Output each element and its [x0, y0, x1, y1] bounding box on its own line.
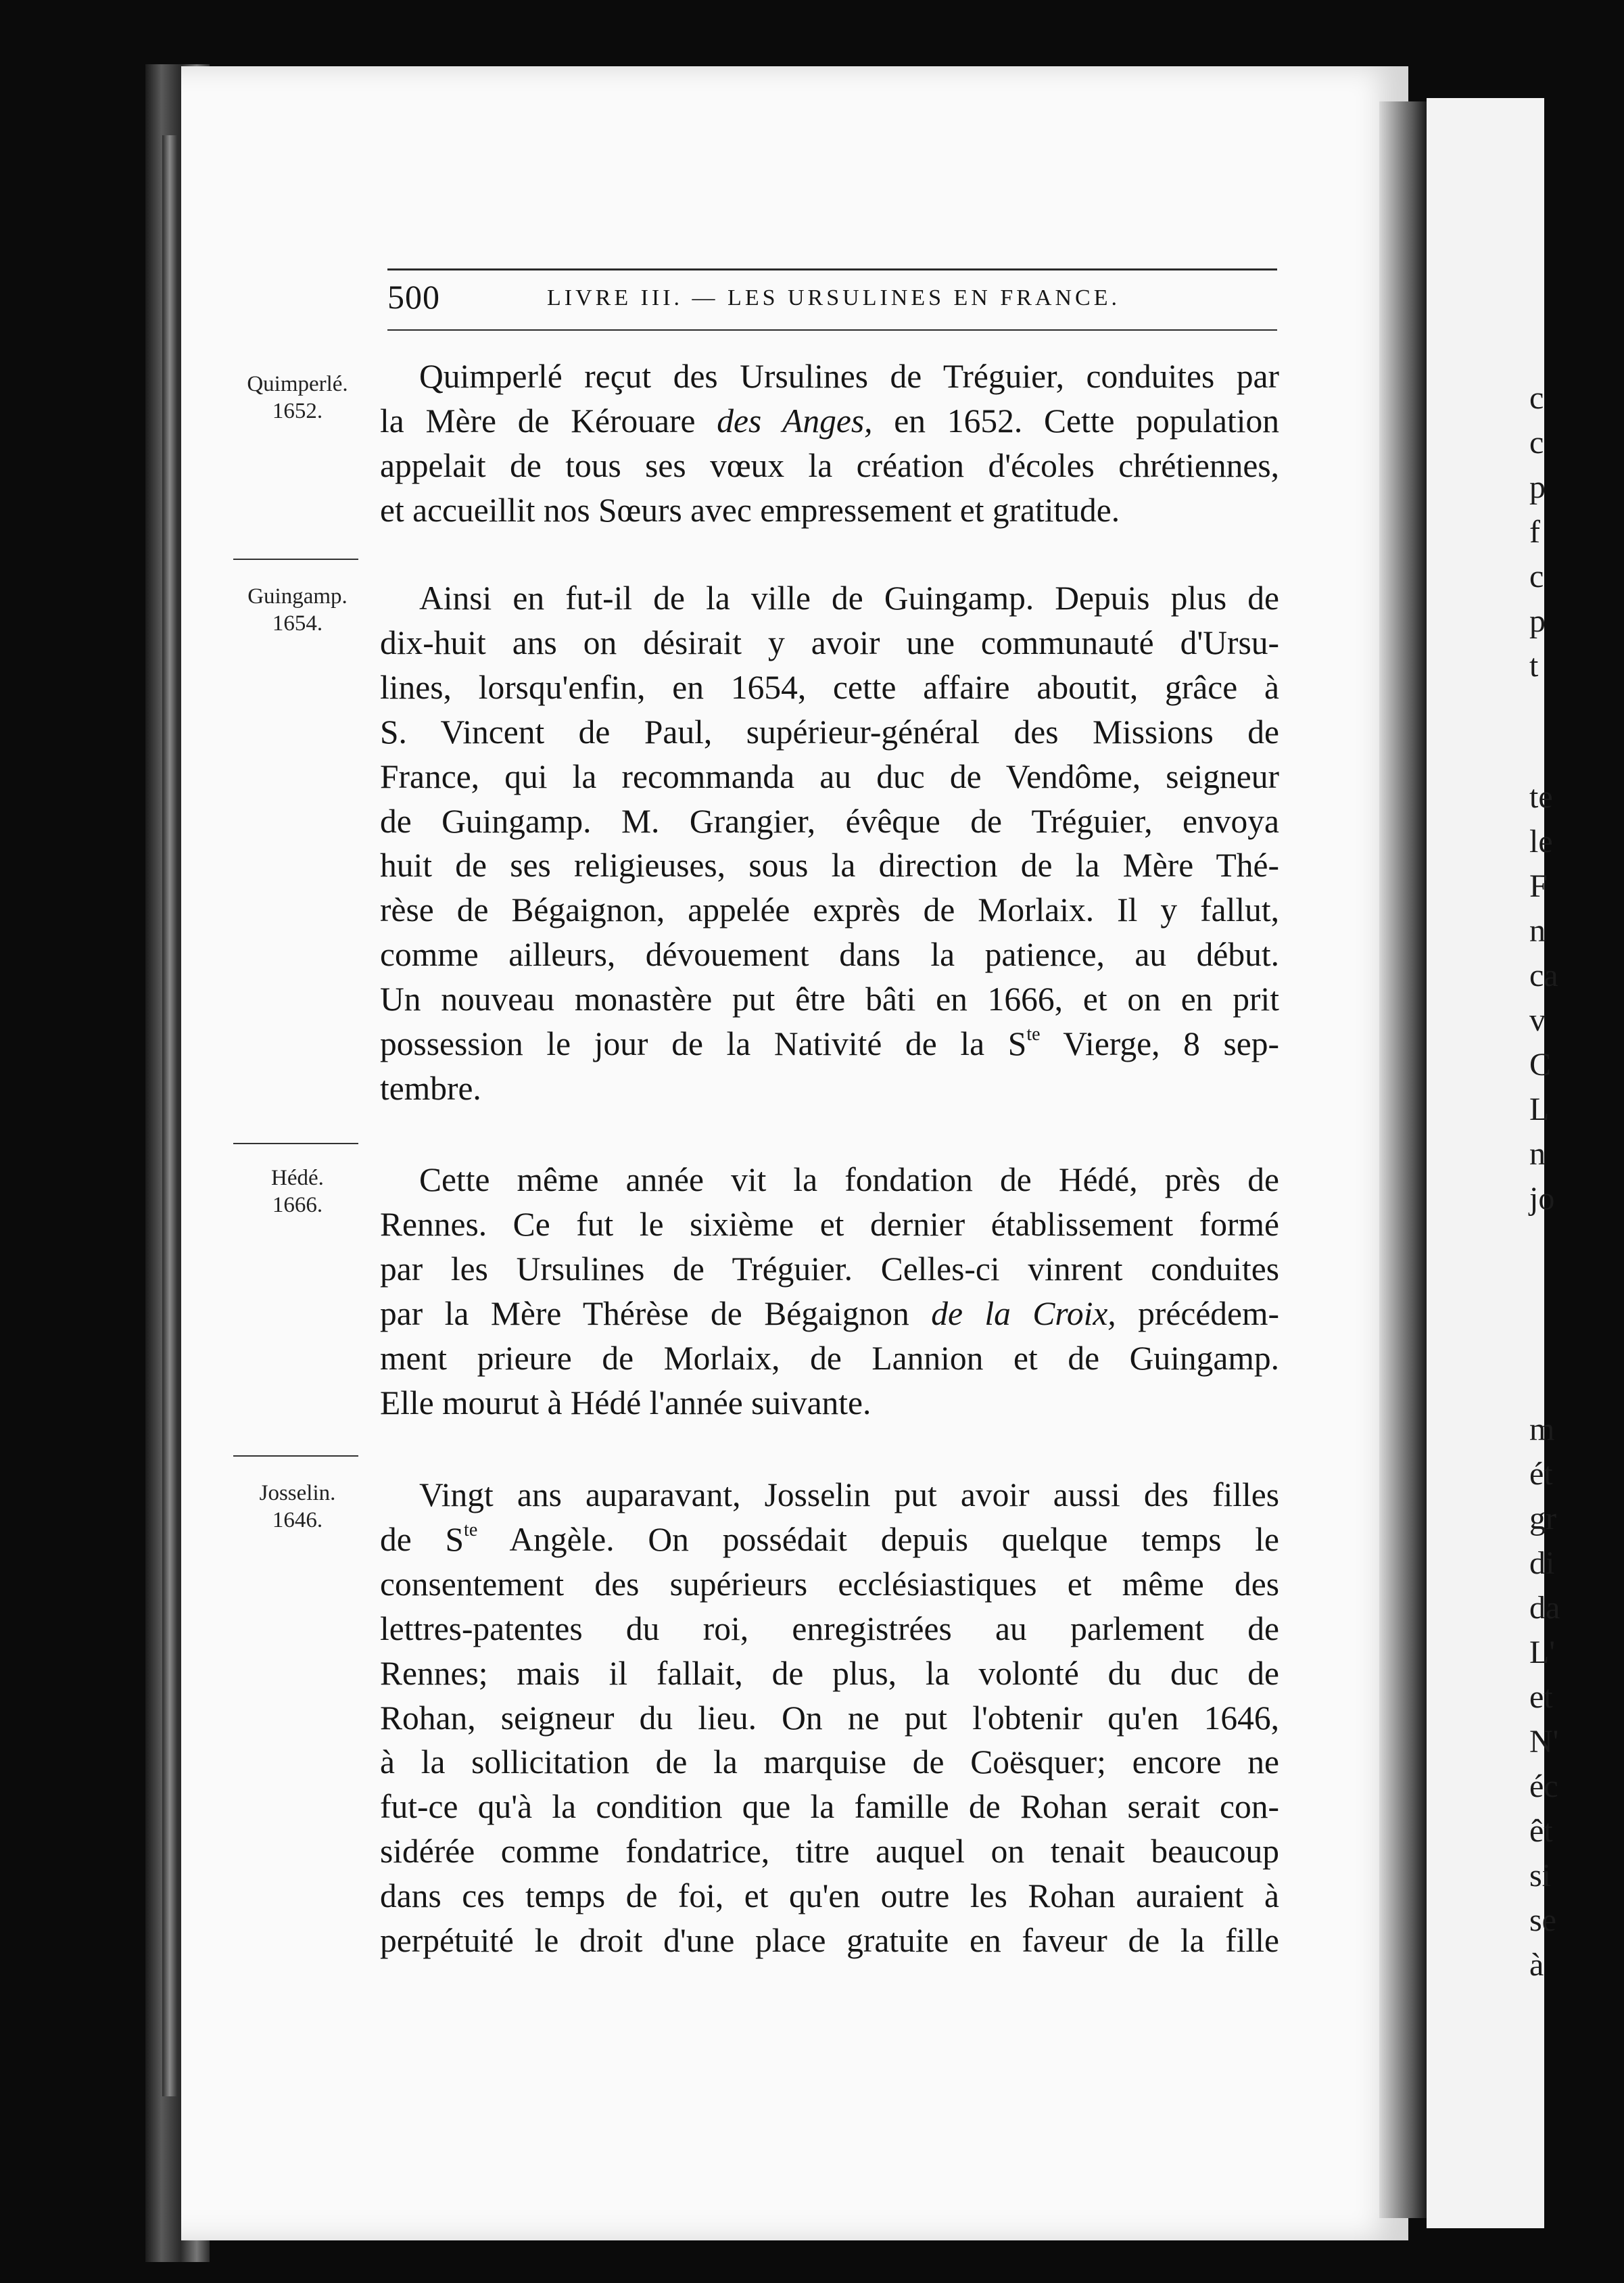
text-line: comme ailleurs, dévouement dans la patience, au début. — [380, 936, 1279, 974]
facing-page-letter: L' — [1529, 1634, 1555, 1670]
margin-note-hede — [220, 1164, 375, 1219]
text-line: consentement des supérieurs ecclésiastiques et même des — [380, 1565, 1279, 1603]
margin-rule — [233, 559, 358, 560]
margin-note-josselin — [220, 1480, 375, 1534]
facing-page-letter: c — [1529, 559, 1544, 594]
text-line: S. Vincent de Paul, supérieur-général des Missions de — [380, 713, 1279, 751]
facing-page-letter: C — [1529, 1047, 1552, 1083]
facing-page-letter: di — [1529, 1545, 1555, 1581]
text-line: à la sollicitation de la marquise de Coësquer; encore ne — [380, 1743, 1279, 1781]
text-line: par la Mère Thérèse de Bégaignon de la Croix, précédem- — [380, 1294, 1280, 1332]
facing-page-letter: ca — [1529, 958, 1558, 993]
running-head: LIVRE III. — LES URSULINES EN FRANCE. — [547, 285, 1120, 310]
margin-note-quimperle — [220, 371, 375, 425]
text-line: Vingt ans auparavant, Josselin put avoir aussi des filles — [419, 1476, 1279, 1513]
text-line: Quimperlé reçut des Ursulines de Tréguier, conduites par — [419, 358, 1279, 395]
facing-page-letter: jo — [1529, 1181, 1555, 1217]
facing-page-letter: v — [1529, 1002, 1546, 1038]
margin-note-place: Josselin. — [259, 1481, 336, 1505]
text-line: par les Ursulines de Tréguier. Celles-ci vinrent conduites — [380, 1250, 1279, 1288]
text-line: Rohan, seigneur du lieu. On ne put l'obtenir qu'en 1646, — [380, 1699, 1279, 1737]
facing-page-letter: c — [1529, 380, 1544, 416]
margin-rule — [233, 1455, 358, 1457]
margin-note-guingamp — [220, 583, 375, 637]
text-line: dans ces temps de foi, et qu'en outre les Rohan auraient à — [380, 1877, 1279, 1915]
facing-page-letter: m — [1529, 1411, 1555, 1447]
text-line: Rennes; mais il fallait, de plus, la volonté du duc de — [380, 1654, 1279, 1692]
facing-page-letter: t — [1529, 648, 1539, 684]
margin-note-place: Guingamp. — [247, 584, 348, 609]
facing-page-letter: le — [1529, 824, 1553, 860]
facing-page-letter: à — [1529, 1947, 1544, 1983]
facing-page-letter: da — [1529, 1590, 1560, 1626]
facing-page-letter: et — [1529, 1679, 1553, 1715]
facing-page-letter: ét — [1529, 1456, 1553, 1492]
margin-note-year: 1654. — [272, 611, 323, 636]
text-line: Elle mourut à Hédé l'année suivante. — [380, 1384, 871, 1421]
facing-page-letter: n — [1529, 913, 1546, 949]
margin-note-year: 1666. — [272, 1193, 323, 1217]
text-line: lines, lorsqu'enfin, en 1654, cette affaire aboutit, grâce à — [380, 668, 1279, 706]
facing-page-letter: éc — [1529, 1768, 1558, 1804]
text-line: ment prieure de Morlaix, de Lannion et de Guingamp. — [380, 1339, 1279, 1377]
text-line: de $S^{te}$ Angèle. On possédait depuis quelque temps le — [380, 1519, 1280, 1558]
facing-page-letter: N' — [1529, 1724, 1559, 1760]
facing-page-letter: gr — [1529, 1501, 1556, 1536]
margin-note-place: Hédé. — [271, 1166, 324, 1190]
text-line: de Guingamp. M. Grangier, évêque de Tréguier, envoya — [380, 802, 1279, 840]
facing-page-letter: L — [1529, 1091, 1550, 1127]
text-line: rèse de Bégaignon, appelée exprès de Morlaix. Il y fallut, — [380, 891, 1279, 929]
facing-page-letter: te — [1529, 779, 1553, 815]
running-header — [387, 277, 1277, 318]
facing-page-letter: f — [1529, 514, 1540, 550]
book-spine-highlight — [162, 135, 177, 2096]
paragraph-hede — [380, 1158, 1279, 1425]
text-line: fut-ce qu'à la condition que la famille de Rohan serait con- — [380, 1788, 1279, 1826]
text-line: sidérée comme fondatrice, titre auquel on tenait beaucoup — [380, 1833, 1279, 1870]
facing-page-letter: F — [1529, 868, 1548, 904]
facing-page-letter: n — [1529, 1136, 1546, 1172]
facing-page-letter: se — [1529, 1902, 1556, 1938]
text-line: perpétuité le droit d'une place gratuite en faveur de la fille — [380, 1922, 1279, 1960]
facing-page-letter: p — [1529, 603, 1546, 639]
text-line: Un nouveau monastère put être bâti en 1666, et on en prit — [380, 981, 1279, 1018]
paragraph-guingamp — [380, 576, 1279, 1111]
margin-note-year: 1652. — [272, 399, 323, 423]
text-line: France, qui la recommanda au duc de Vendôme, seigneur — [380, 757, 1279, 795]
paragraph-josselin — [380, 1473, 1279, 1963]
text-line: possession le jour de la Nativité de la $S^{te}$ Vierge, 8 sep- — [380, 1024, 1279, 1063]
text-line: appelait de tous ses vœux la création d'écoles chrétiennes, — [380, 446, 1279, 484]
text-line: tembre. — [380, 1069, 481, 1107]
margin-rule — [233, 1143, 358, 1144]
paragraph-quimperle — [380, 354, 1279, 533]
text-line: dix-huit ans on désirait y avoir une communauté d'Ursu- — [380, 623, 1279, 661]
text-line: la Mère de Kérouare des Anges, en 1652. Cette population — [380, 402, 1279, 440]
facing-page-letter: si — [1529, 1858, 1552, 1893]
page-fold-shadow — [1379, 101, 1427, 2218]
text-line: Cette même année vit la fondation de Hédé, près de — [419, 1161, 1279, 1198]
facing-page-letter: c — [1529, 425, 1544, 461]
facing-page-fragment — [1427, 98, 1560, 2228]
margin-note-place: Quimperlé. — [247, 372, 348, 396]
text-line: huit de ses religieuses, sous la direction de la Mère Thé- — [380, 847, 1279, 885]
text-line: et accueillit nos Sœurs avec empressement et gratitude. — [380, 491, 1120, 529]
text-line: Ainsi en fut-il de la ville de Guingamp. Depuis plus de — [419, 580, 1279, 617]
header-rule-bottom — [387, 329, 1277, 331]
header-rule-top — [387, 268, 1277, 270]
facing-page-letter: êt — [1529, 1813, 1553, 1849]
facing-page-letter: p — [1529, 469, 1546, 505]
text-line: lettres-patentes du roi, enregistrées au parlement de — [380, 1609, 1279, 1647]
margin-note-year: 1646. — [272, 1508, 323, 1532]
page-number: 500 — [387, 278, 440, 316]
text-line: Rennes. Ce fut le sixième et dernier établissement formé — [380, 1205, 1279, 1243]
